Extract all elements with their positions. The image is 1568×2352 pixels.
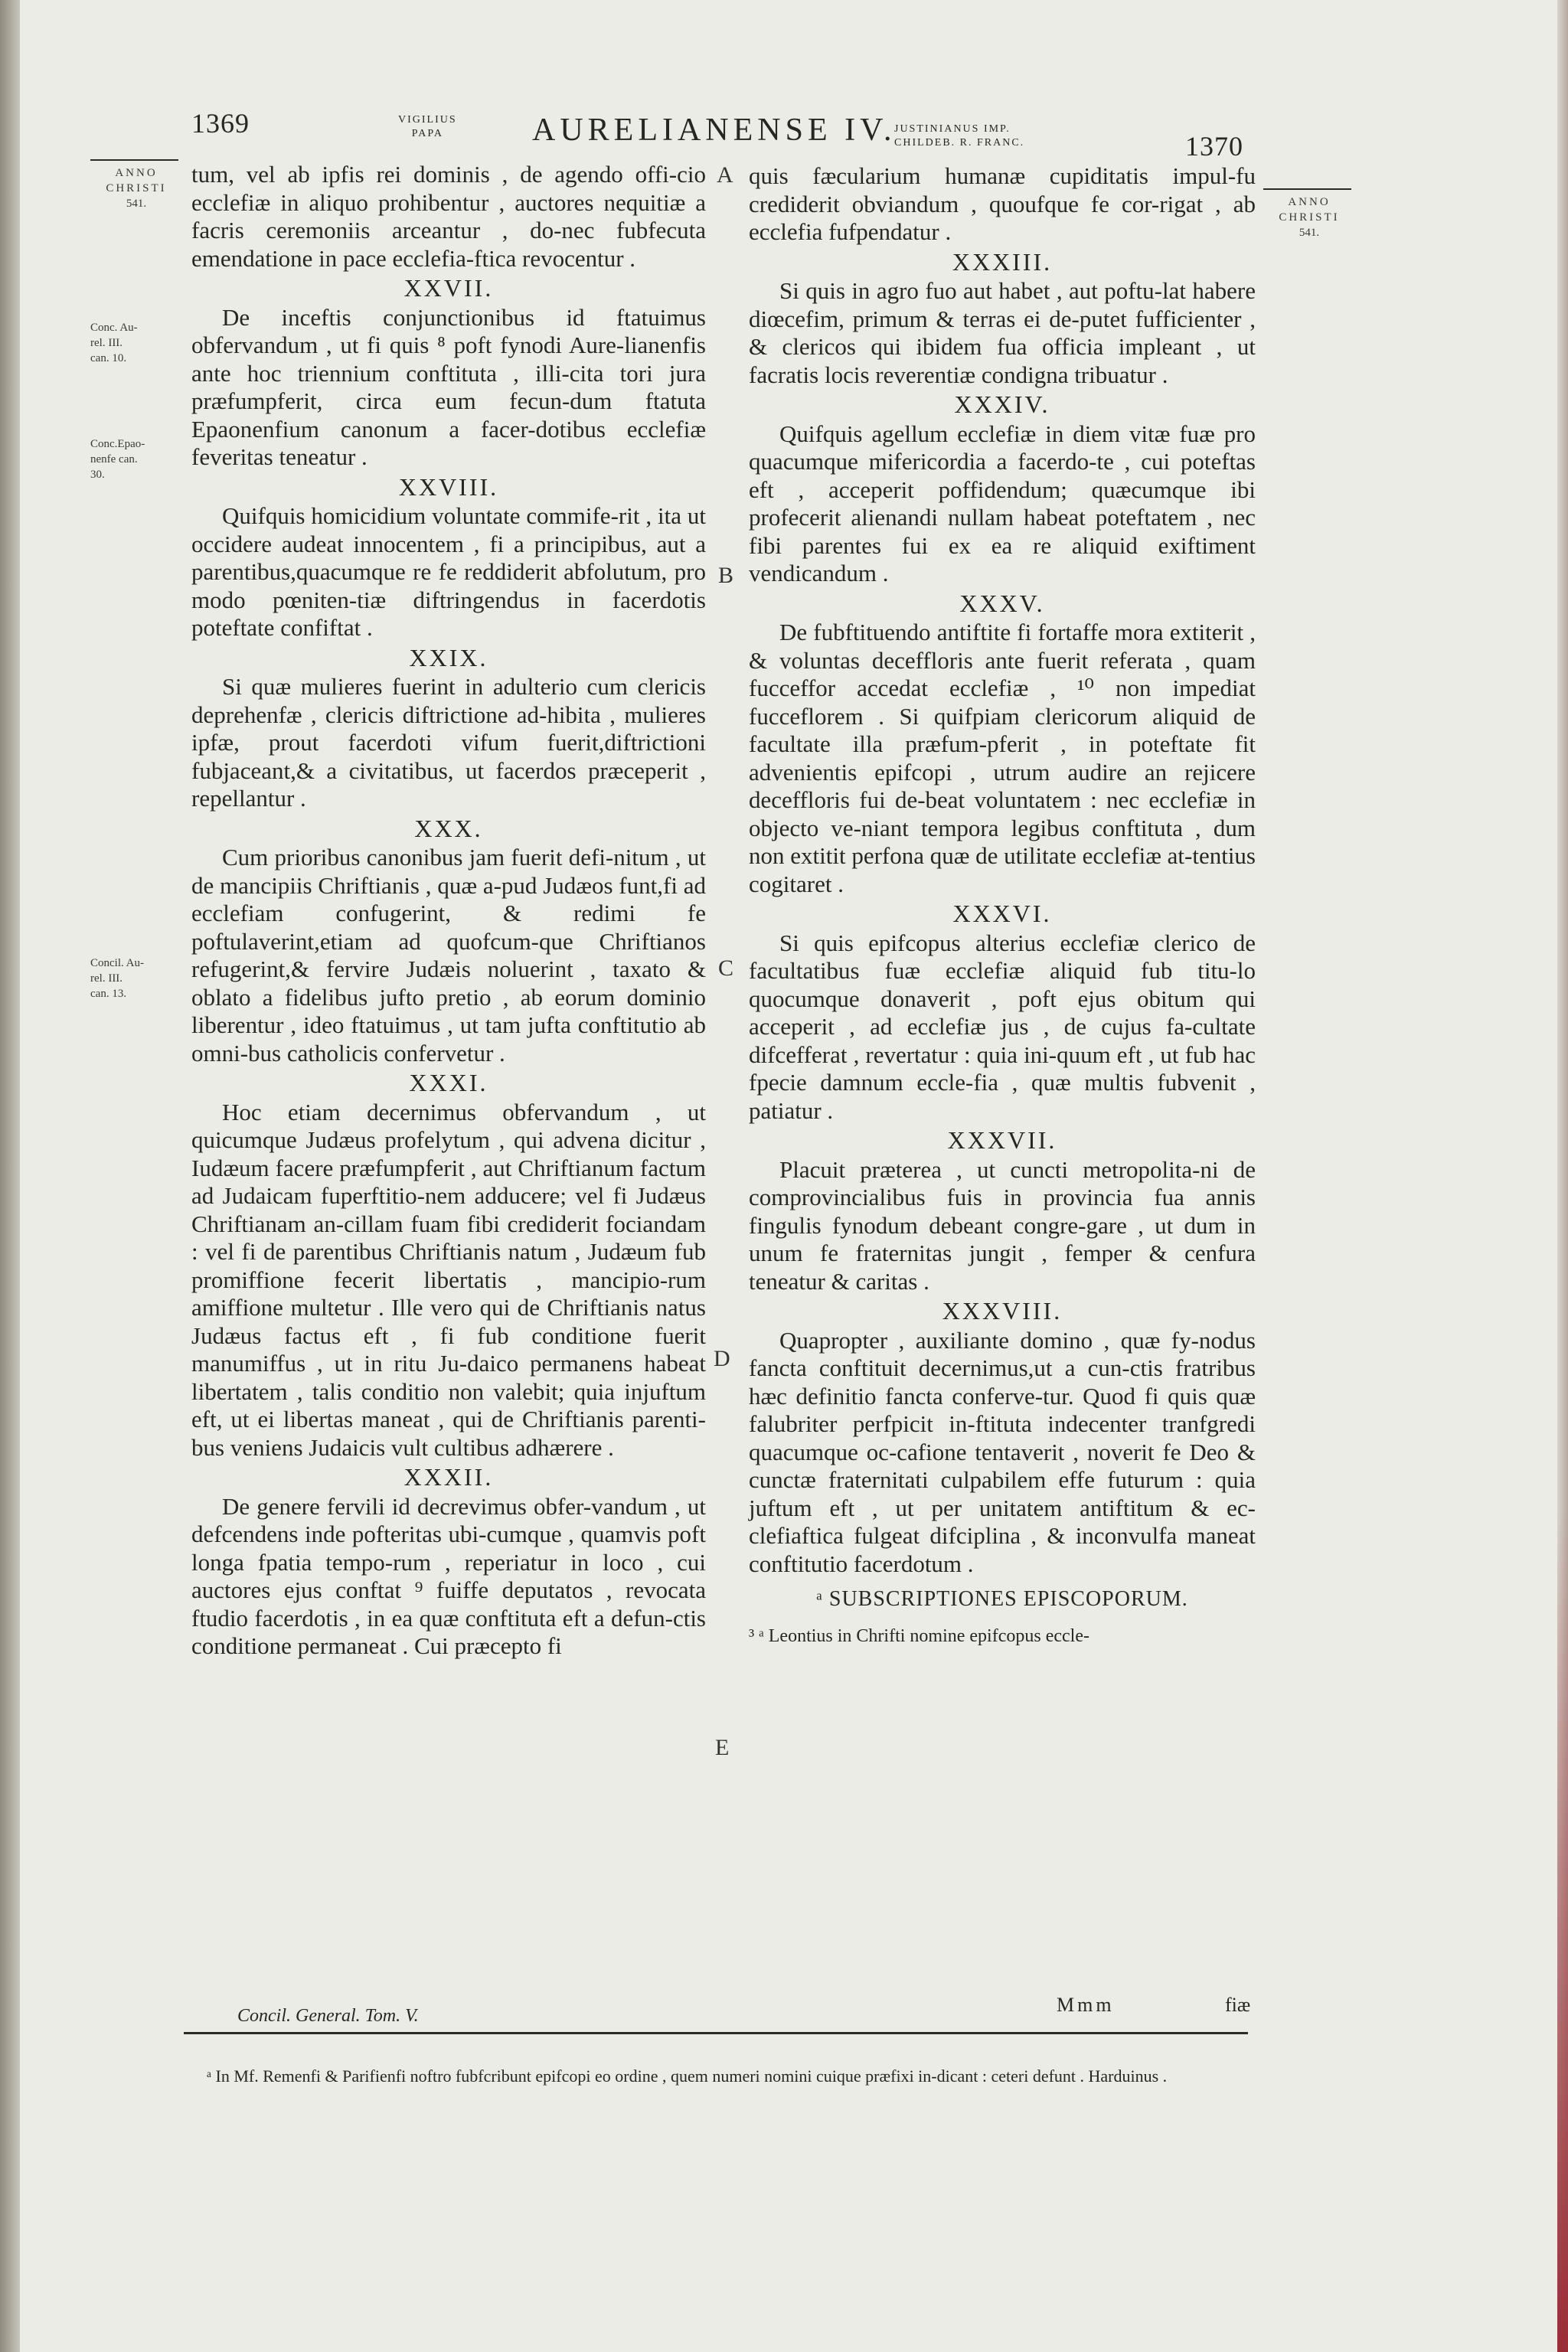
anno-christi-left [90, 159, 182, 211]
year-label-left: 541. [126, 198, 147, 210]
source-citation: Concil. General. Tom. V. [237, 2006, 419, 2026]
running-title: AURELIANENSE IV. [532, 113, 897, 148]
canon-heading: XXXIV. [954, 390, 1050, 418]
canon-paragraph: Si quis in agro fuo aut habet , aut poftu-lat habere diœcefim, primum & terras ei de-putet fufficienter , & clericos qui ibidem fua officia impleant , ut facratis locis reverentiæ condigna tribuatur . [749, 277, 1256, 388]
christi-label-left: CHRISTI [106, 182, 167, 194]
section-letter-b: B [718, 563, 734, 588]
margin-note-line: rel. III. [90, 972, 123, 985]
canon-heading: XXXII. [403, 1463, 494, 1491]
section-letter-d: D [714, 1346, 730, 1371]
continued-paragraph: quis fæcularium humanæ cupiditatis impul-fu crediderit obviandum , quoufque fe cor-rigat , ab ecclefia fufpendatur . [749, 162, 1256, 245]
canon-paragraph: De fubftituendo antiftite fi fortaffe mora extiterit , & voluntas deceffloris ante fuerit referata , quam fucceffor accedat ecclefiæ , ¹⁰ non impediat fucceflorem . Si quifpiam clericorum aliquid de facultate illa præfum-pferit , in poteftate fit advenientis epifcopi , utrum audire an rejicere deceffloris fui de-beat voluntatem : nec ecclefiæ in objecto ve-niant tempora legibus conftituta , dum non extitit perfona quæ de utilitate ecclefiæ at-tentius cogitaret . [749, 619, 1256, 897]
margin-note-concil-aurel-iii-13 [90, 956, 186, 1001]
header-emperor [894, 122, 1024, 150]
canon-heading: XXXVI. [952, 900, 1052, 927]
canon-paragraph: Si quæ mulieres fuerint in adulterio cum clericis deprehenfæ , clericis diftrictione ad-hibita , mulieres ipfæ, prout facerdoti vifum fuerit,diftrictioni fubjaceant,& a civitatibus, ut facerdos præceperit , repellantur . [191, 673, 706, 812]
right-text-column [749, 162, 1256, 1648]
section-letter-e: E [715, 1735, 730, 1760]
canon-heading: XXX. [414, 814, 483, 842]
canon-heading: XXXV. [959, 589, 1045, 617]
canon-heading: XXVII. [403, 274, 494, 302]
header-emperor-line2: CHILDEB. R. FRANC. [894, 137, 1025, 149]
header-pope-line1: VIGILIUS [398, 114, 457, 126]
anno-label-right: ANNO [1288, 196, 1331, 208]
header-emperor-line1: JUSTINIANUS IMP. [894, 123, 1011, 135]
canon-heading: XXXI. [409, 1069, 488, 1096]
canon-paragraph: Placuit præterea , ut cuncti metropolita-ni de comprovincialibus fuis in provincia fua annis fingulis fynodum debeant congre-gare , ut dum in unum fe fraternitas jungit , femper & cenfura teneatur & caritas . [749, 1155, 1256, 1295]
canon-paragraph: Quapropter , auxiliante domino , quæ fy-nodus fancta conftituit decernimus,ut a cun-ctis fratribus hæc definitio fancta conferve-tur. Quod fi quis quæ falubriter perfpicit in-ftituta indecenter tranfgredi quacumque oc-cafione tentaverit , noverit fe Deo & cunctæ fraternitati culpabilem effe futurum : quia juftum eft , ut per unitatem antiftitum & ec-clefiaftica fulgeat difciplina , & inconvulfa maneat conftitutio facerdotum . [749, 1326, 1256, 1577]
margin-note-line: nenfe can. [90, 453, 138, 466]
margin-note-line: can. 10. [90, 352, 127, 364]
margin-note-conc-epaonense-30 [90, 436, 186, 482]
margin-note-line: Conc.Epao- [90, 438, 145, 450]
margin-note-line: rel. III. [90, 337, 123, 349]
catchword: fiæ [1225, 1994, 1251, 2016]
section-letter-c: C [718, 956, 734, 981]
anno-christi-right [1263, 188, 1355, 240]
anno-label-left: ANNO [115, 167, 158, 179]
subscriptions-heading: ᵃ SUBSCRIPTIONES EPISCOPORUM. [816, 1587, 1188, 1611]
margin-note-line: Concil. Au- [90, 957, 144, 969]
canon-heading: XXIX. [409, 643, 488, 671]
header-pope [398, 113, 457, 141]
canon-paragraph: De inceftis conjunctionibus id ftatuimus obfervandum , ut fi quis ⁸ poft fynodi Aure-lianenfis ante hoc triennium conftituta , illi-cita tori jura præfumpferit, circa eum fecun-dum ftatuta Epaonenfium canonum a facer-dotibus ecclefiæ feveritas teneatur . [191, 303, 706, 470]
subscription-line: ³ ᵃ Leontius in Chrifti nomine epifcopus eccle- [749, 1625, 1089, 1646]
page-number-left: 1369 [191, 108, 250, 139]
header-pope-line2: PAPA [411, 128, 443, 139]
signature-mark: Mmm [1057, 1994, 1115, 2016]
canon-paragraph: Si quis epifcopus alterius ecclefiæ clerico de facultatibus fuæ ecclefiæ aliquid fub titu-lo quocumque donaverit , poft ejus obitum qui acceperit , ad ecclefiæ jus , de cujus fa-cultate difcefferat , revertatur : quia ini-quum eft , ut fub hac fpecie damnum eccle-fia , quæ multis fubvenit , patiatur . [749, 929, 1256, 1124]
footnote-rule [184, 2032, 1248, 2034]
canon-heading: XXXIII. [952, 247, 1053, 276]
margin-note-conc-aurel-iii-10 [90, 320, 186, 366]
margin-note-line: can. 13. [90, 988, 127, 1000]
left-text-column [191, 161, 706, 1661]
page-edge [1557, 0, 1568, 2352]
christi-label-right: CHRISTI [1279, 211, 1340, 224]
canon-paragraph: Cum prioribus canonibus jam fuerit defi-nitum , ut de mancipiis Chriftianis , quæ a-pud Judæos funt,fi ad ecclefiam confugerint, & redimi fe poftulaverint,etiam ad quofcum-que Chriftianos refugerint,& fervire Judæis noluerint , taxato & oblato a fidelibus jufto pretio , ab eorum dominio liberentur , ideo ftatuimus , ut tam jufta conftitutio ab omni-bus catholicis confervetur . [191, 844, 706, 1067]
canon-heading: XXXVIII. [942, 1297, 1063, 1325]
margin-note-line: Conc. Au- [90, 322, 138, 334]
canon-heading: XXVIII. [398, 472, 499, 501]
continued-paragraph: tum, vel ab ipfis rei dominis , de agendo offi-cio ecclefiæ in aliquo prohibentur , auctores nequitiæ a facris ceremoniis arceantur , do-nec fubfecuta emendatione in pace ecclefia-ftica revocentur . [191, 161, 706, 272]
canon-paragraph: Hoc etiam decernimus obfervandum , ut quicumque Judæus profelytum , qui advena dicitur , Iudæum facere præfumpferit , aut Chriftianum factum ad Judaicam fuperftitio-nem adducere; vel fi Judæus Chriftianam an-cillam fuam fibi crediderit fociandam : vel fi de parentibus Chriftianis natum , Judæum fub promiffione fecerit libertatis , mancipio-rum amiffione multetur . Ille vero qui de Chriftianis natus Judæus factus eft , fi fub conditione fuerit manumiffus , ut in ritu Ju-daico permanens habeat libertatem , talis conditio non valebit; quia injuftum eft, ut ei libertas maneat , qui de Chriftianis parenti-bus veniens Judaicis vult cultibus adhærere . [191, 1098, 706, 1461]
canon-paragraph: Quifquis agellum ecclefiæ in diem vitæ fuæ pro quacumque mifericordia a facerdo-te , cui poteftas eft , acceperit poffidendum; quæcumque ibi profecerit alienandi nullam habeat poteftatem , nec fibi parentes fui ex ea re aliquid exiftiment vendicandum . [749, 420, 1256, 586]
page-number-right: 1370 [1185, 131, 1243, 162]
year-label-right: 541. [1298, 227, 1320, 239]
book-binding [0, 0, 20, 2352]
canon-heading: XXXVII. [947, 1126, 1057, 1154]
canon-paragraph: De genere fervili id decrevimus obfer-vandum , ut defcendens inde pofteritas ubi-cumque , quamvis poft longa fpatia tempo-rum , reperiatur in loco , cui auctores ejus conftat ⁹ fuiffe deputatos , revocata ftudio facerdotis , in ea quæ conftituta eft a defun-ctis conditione permaneat . Cui præcepto fi [191, 1492, 706, 1659]
footnote: ᵃ In Mf. Remenfi & Parifienfi noftro fubfcribunt epifcopi eo ordine , quem numeri nomini cuique præfixi in-dicant : ceteri defunt . Harduinus . [207, 2066, 1168, 2086]
margin-note-line: 30. [90, 469, 105, 481]
section-letter-a: A [717, 162, 733, 188]
canon-paragraph: Quifquis homicidium voluntate commife-rit , ita ut occidere audeat innocentem , fi a principibus, aut a parentibus,quacumque re fe reddiderit abfolutum, pro modo pœniten-tiæ diftringendus in facerdotis poteftate confiftat . [191, 502, 706, 641]
